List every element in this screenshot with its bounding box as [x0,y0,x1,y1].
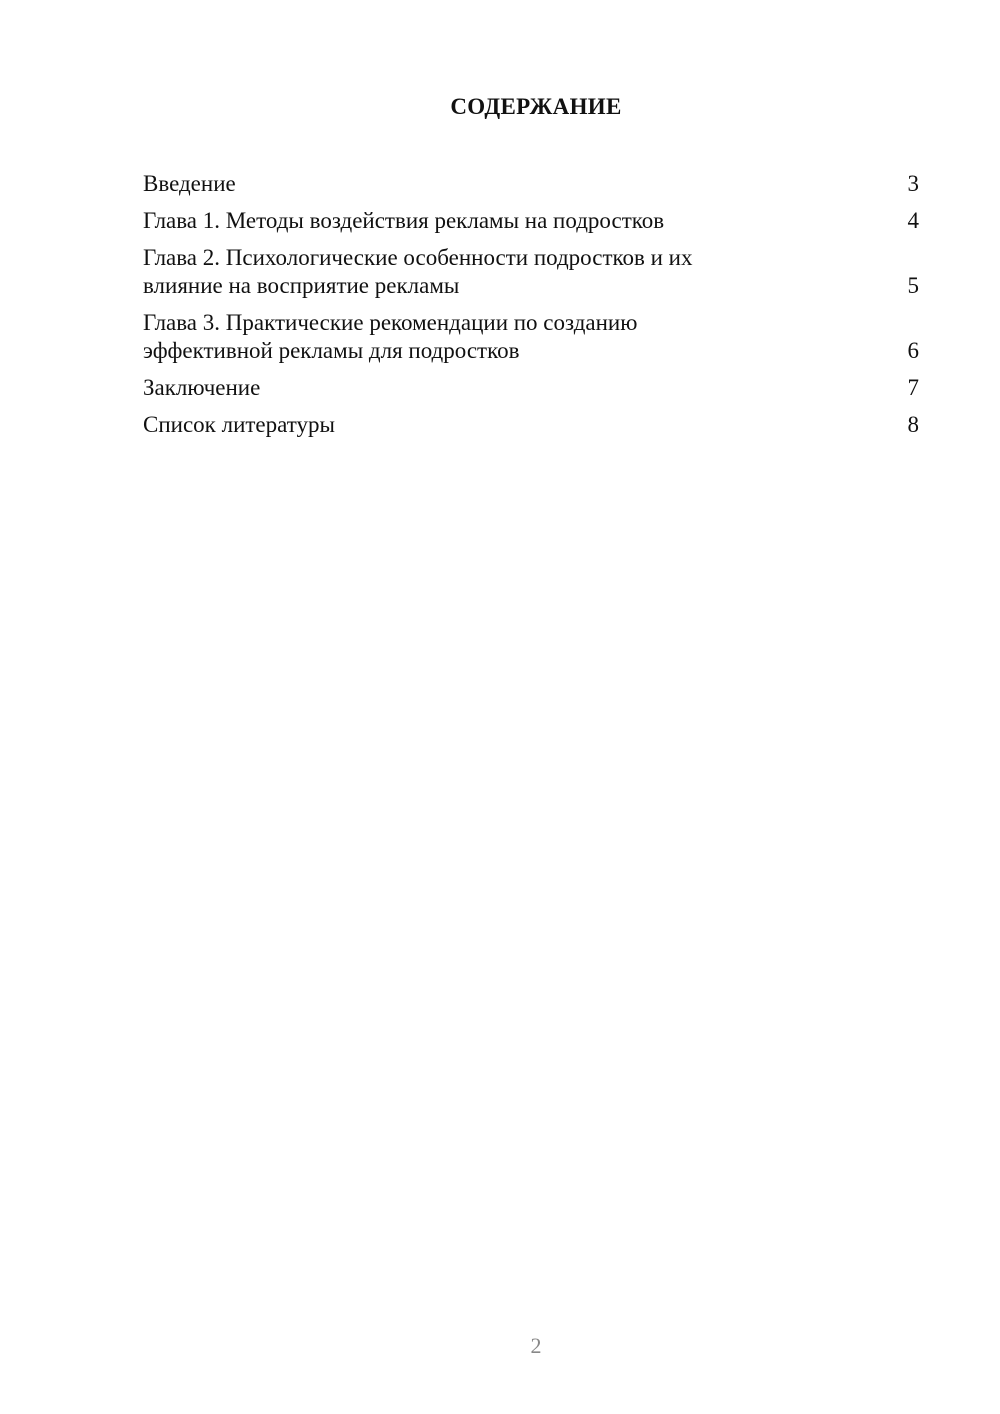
toc-entry-label: Заключение [143,375,261,400]
page-number: 2 [530,1333,542,1358]
toc-entry-label: Глава 2. Психологические особенности подростков и их влияние на восприятие рекламы [143,245,693,298]
toc-entry[interactable] [143,244,919,300]
toc-entry-label: Введение [143,171,236,196]
table-of-contents [143,170,919,448]
toc-entry-page: 5 [907,273,919,298]
toc-entry[interactable] [143,374,919,402]
toc-entry-page: 8 [907,412,919,437]
toc-entry-page: 7 [907,375,919,400]
toc-entry-page: 6 [907,338,919,363]
toc-entry-page: 4 [907,208,919,233]
toc-entry[interactable] [143,170,919,198]
toc-entry[interactable] [143,207,919,235]
toc-entry-label: Глава 1. Методы воздействия рекламы на подростков [143,208,665,233]
toc-heading: СОДЕРЖАНИЕ [450,94,622,119]
toc-entry-label: Глава 3. Практические рекомендации по созданию эффективной рекламы для подростков [143,310,638,363]
toc-entry-page: 3 [907,171,919,196]
toc-entry[interactable] [143,411,919,439]
toc-entry-label: Список литературы [143,412,335,437]
toc-entry[interactable] [143,309,919,365]
